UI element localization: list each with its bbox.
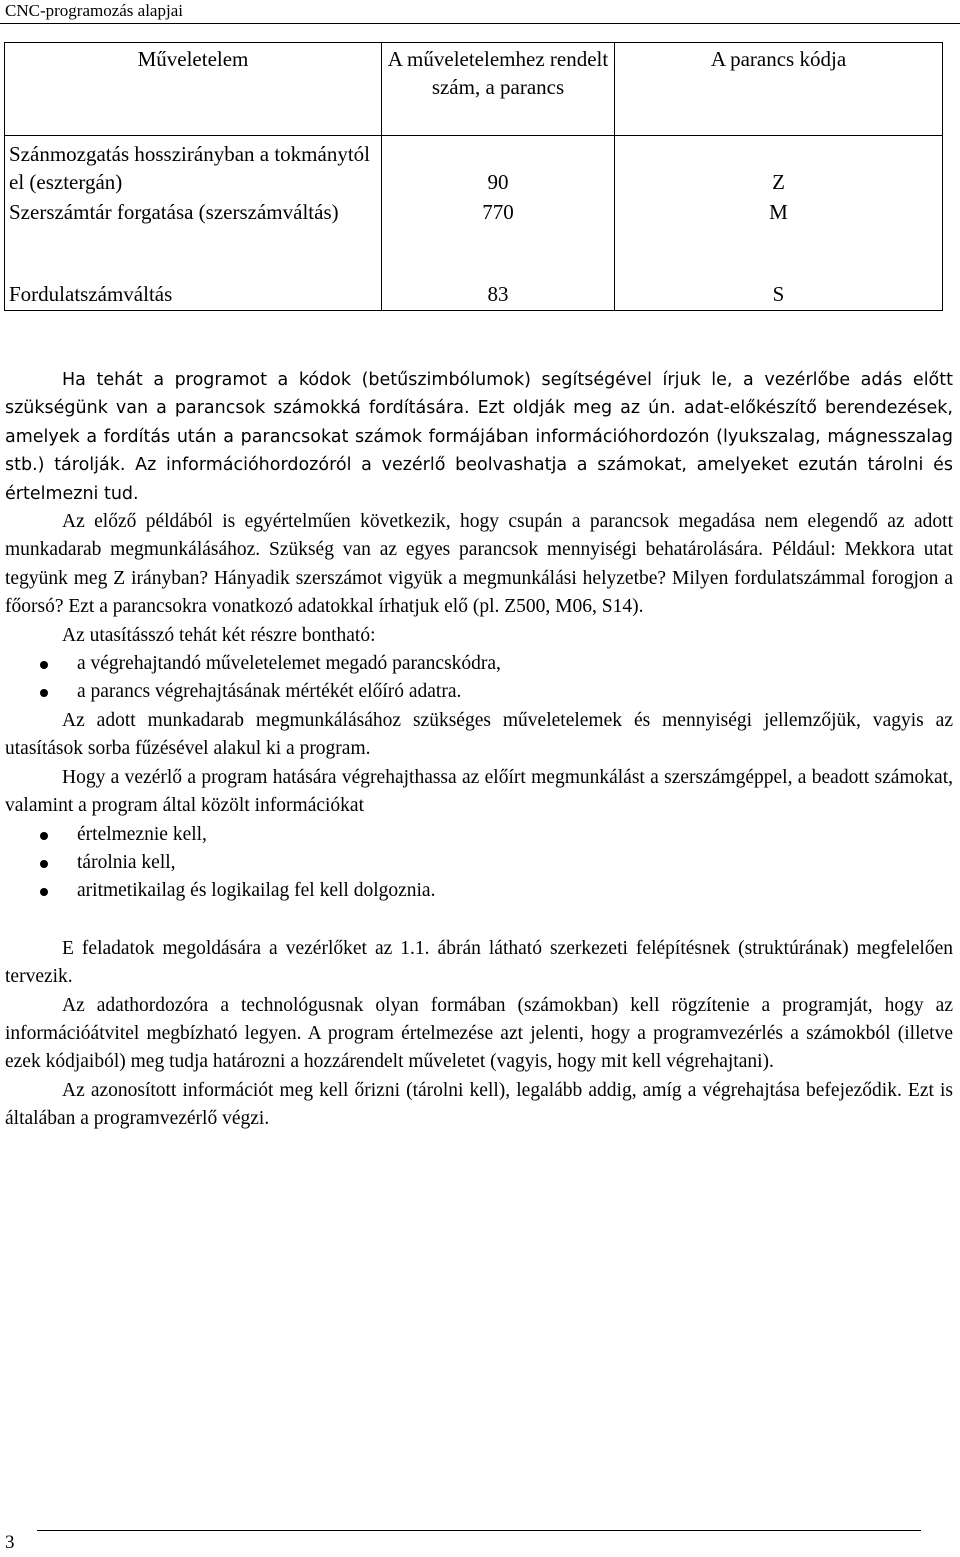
table-header-row	[5, 43, 943, 136]
cell-code: M	[615, 196, 943, 278]
list-item	[5, 821, 953, 849]
page-number: 3	[5, 1532, 15, 1553]
bullet-list	[5, 650, 953, 707]
list-item-text: a parancs végrehajtásának mértékét előíró adatra.	[77, 681, 462, 703]
cell-operation: Szerszámtár forgatása (szerszámváltás)	[5, 196, 382, 278]
bullet-icon	[40, 832, 48, 840]
operations-table	[4, 42, 943, 311]
bullet-icon	[40, 888, 48, 896]
list-item-text: tárolnia kell,	[77, 851, 176, 873]
cell-operation: Fordulatszámváltás	[5, 278, 382, 311]
paragraph: Az utasításszó tehát két részre bontható:	[62, 624, 376, 646]
footer-divider	[37, 1530, 921, 1531]
paragraph: Az azonosított információt meg kell őrizni (tárolni kell), legalább addig, amíg a végrehajtása befejeződik. Ezt is általában a programvezérlő végzi.	[5, 1079, 953, 1130]
spacer	[5, 906, 953, 935]
cell-number: 83	[382, 278, 615, 311]
list-item	[5, 877, 953, 905]
cell-code: Z	[615, 136, 943, 197]
bullet-icon	[40, 860, 48, 868]
column-header-operation: Műveletelem	[5, 43, 382, 136]
table-row	[5, 136, 943, 197]
bullet-icon	[40, 689, 48, 697]
list-item	[5, 678, 953, 706]
list-item-text: aritmetikailag és logikailag fel kell dolgoznia.	[77, 880, 436, 902]
cell-code: S	[615, 278, 943, 311]
paragraph: Az előző példából is egyértelműen következik, hogy csupán a parancsok megadása nem elegendő az adott munkadarab megmunkálásához. Szükség van az egyes parancsok mennyiségi behatárolására. Például: Mekkora utat tegyünk meg Z irányban? Hányadik szerszámot vigyük a megmunkálási helyzetbe? Milyen fordulatszámmal forogjon a főorsó? Ezt a parancsokra vonatkozó adatokkal írhatjuk elő (pl. Z500, M06, S14).	[5, 511, 953, 618]
paragraph: Az adathordozóra a technológusnak olyan formában (számokban) kell rögzítenie a programját, hogy az információátvitel megbízható legyen. A program értelmezése azt jelenti, hogy a programvezérlés a számokból (illetve ezek kódjaiból) meg tudja határozni a hozzárendelt műveletet (vagyis, hogy mit kell végrehajtani).	[5, 994, 953, 1073]
body-text	[5, 366, 953, 1134]
list-item-text: a végrehajtandó műveletelemet megadó parancskódra,	[77, 653, 501, 675]
table-row	[5, 278, 943, 311]
table-row	[5, 196, 943, 278]
paragraph: E feladatok megoldására a vezérlőket az 1.1. ábrán látható szerkezeti felépítésnek (struktúrának) megfelelően tervezik.	[5, 937, 953, 988]
list-item	[5, 650, 953, 678]
paragraph: Ha tehát a programot a kódok (betűszimbólumok) segítségével írjuk le, a vezérlőbe adás előtt szükségünk van a parancsok számokká fordítására. Ezt oldják meg az ún. adat-előkészítő berendezések, amelyek a fordítás után a parancsokat számok formájában információhordozón (lyukszalag, mágnesszalag stb.) tárolják. Az információhordozóról a vezérlő beolvashatja a számokat, amelyeket ezután tárolni és értelmezni tud.	[5, 370, 953, 504]
list-item-text: értelmeznie kell,	[77, 823, 207, 845]
cell-number: 770	[382, 196, 615, 278]
cell-operation: Szánmozgatás hosszirányban a tokmánytól el (esztergán)	[5, 136, 382, 197]
cell-number: 90	[382, 136, 615, 197]
list-item	[5, 849, 953, 877]
paragraph: Hogy a vezérlő a program hatására végrehajthassa az előírt megmunkálást a szerszámgéppel, a beadott számokat, valamint a program által közölt információkat	[5, 766, 953, 817]
paragraph: Az adott munkadarab megmunkálásához szükséges műveletelemek és mennyiségi jellemzőjük, vagyis az utasítások sorba fűzésével alakul ki a program.	[5, 709, 953, 760]
bullet-list	[5, 821, 953, 906]
bullet-icon	[40, 661, 48, 669]
running-header: CNC-programozás alapjai	[5, 1, 183, 20]
column-header-code: A parancs kódja	[615, 43, 943, 136]
column-header-number: A műveletelemhez rendelt szám, a parancs	[382, 43, 615, 136]
header-divider	[0, 23, 960, 24]
